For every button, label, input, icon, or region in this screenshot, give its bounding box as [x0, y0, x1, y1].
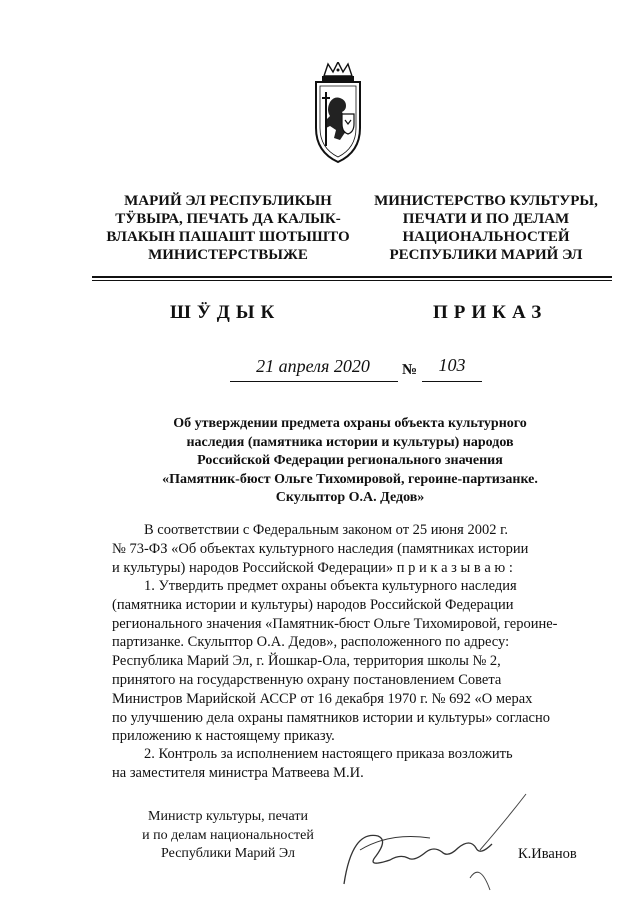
header-right-line: РЕСПУБЛИКИ МАРИЙ ЭЛ	[389, 247, 583, 263]
signer-name: К.Иванов	[518, 846, 577, 862]
clause-1-paragraph	[112, 577, 604, 746]
order-number: 103	[438, 355, 466, 375]
doc-type-mari: ШӰДЫК	[170, 302, 281, 323]
body-line: № 73-ФЗ «Об объектах культурного наследия (памятниках истории	[112, 540, 529, 557]
ministry-name-mari	[92, 192, 364, 264]
header-divider-thin	[92, 280, 612, 281]
body-line: приложению к настоящему приказу.	[112, 728, 335, 745]
signatory-position	[128, 808, 328, 864]
position-line: Министр культуры, печати	[148, 809, 308, 824]
title-line: наследия (памятника истории и культуры) народов	[186, 434, 514, 450]
body-line: (памятника истории и культуры) народов Российской Федерации	[112, 596, 514, 613]
header-left-line: МИНИСТЕРСТВЫЖЕ	[148, 247, 308, 263]
title-line: «Памятник-бюст Ольге Тихомировой, героине-партизанке.	[162, 471, 538, 487]
title-line: Об утверждении предмета охраны объекта культурного	[173, 416, 527, 431]
order-title	[100, 415, 600, 508]
header-left-line: ТӰВЫРА, ПЕЧАТЬ ДА КАЛЫК-	[115, 211, 341, 227]
header-divider-thick	[92, 276, 612, 278]
body-line: В соответствии с Федеральным законом от 25 июня 2002 г.	[144, 522, 509, 538]
header-right-line: МИНИСТЕРСТВО КУЛЬТУРЫ,	[374, 193, 598, 209]
body-line: 1. Утвердить предмет охраны объекта культурного наследия	[144, 578, 517, 594]
clause-2-paragraph	[112, 745, 604, 783]
preamble-paragraph	[112, 521, 604, 577]
number-underline	[422, 381, 482, 382]
date-underline	[230, 381, 398, 382]
position-line: Республики Марий Эл	[161, 846, 295, 861]
coat-of-arms-emblem	[296, 62, 380, 166]
body-line: и культуры) народов Российской Федерации» п р и к а з ы в а ю :	[112, 559, 513, 576]
position-line: и по делам национальностей	[142, 827, 314, 843]
body-line: на заместителя министра Матвеева М.И.	[112, 764, 364, 781]
body-line: регионального значения «Памятник-бюст Ольге Тихомировой, героине-	[112, 615, 558, 632]
header-left-line: ВЛАКЫН ПАШАШТ ШОТЫШТО	[106, 229, 350, 245]
header-right-line: НАЦИОНАЛЬНОСТЕЙ	[402, 229, 570, 245]
ministry-name-russian	[350, 192, 622, 264]
body-line: 2. Контроль за исполнением настоящего приказа возложить	[144, 746, 513, 762]
title-line: Российской Федерации регионального значения	[197, 453, 503, 468]
body-line: Министров Марийской АССР от 16 декабря 1970 г. № 692 «О мерах	[112, 690, 533, 707]
title-line: Скульптор О.А. Дедов»	[275, 490, 425, 505]
order-date: 21 апреля 2020	[256, 356, 370, 376]
header-right-line: ПЕЧАТИ И ПО ДЕЛАМ	[402, 211, 570, 227]
number-sign: №	[402, 362, 418, 378]
body-line: по улучшению дела охраны памятников истории и культуры» согласно	[112, 709, 550, 726]
doc-type-russian: ПРИКАЗ	[433, 302, 548, 323]
header-left-line: МАРИЙ ЭЛ РЕСПУБЛИКЫН	[124, 193, 332, 209]
body-line: Республика Марий Эл, г. Йошкар-Ола, территория школы № 2,	[112, 653, 501, 670]
body-line: принятого на государственную охрану постановлением Совета	[112, 671, 502, 688]
handwritten-signature	[330, 790, 530, 900]
body-line: партизанке. Скульптор О.А. Дедов», расположенного по адресу:	[112, 634, 510, 651]
